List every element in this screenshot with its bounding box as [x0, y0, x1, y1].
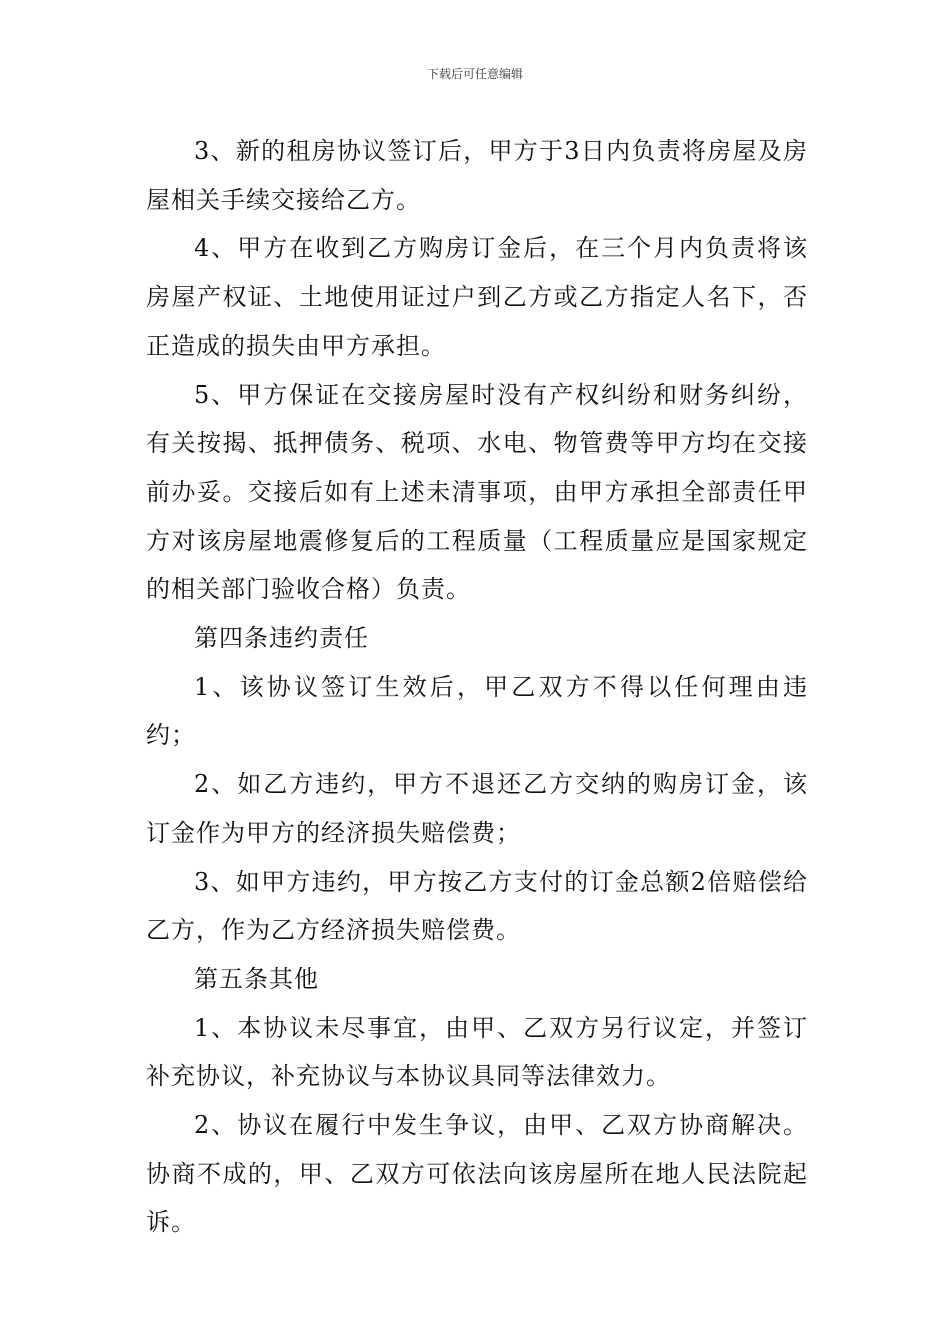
clause-3-5-guarantee: 5、甲方保证在交接房屋时没有产权纠纷和财务纠纷，有关按揭、抵押债务、税项、水电、物管费等甲方均在交接前办妥。交接后如有上述未清事项，由甲方承担全部责任甲方对该房屋地震修复后的工程质量（工程质量应是国家规定的相关部门验收合格）负责。	[146, 380, 808, 604]
clause-4-3: 3、如甲方违约，甲方按乙方支付的订金总额2倍赔偿给乙方，作为乙方经济损失赔偿费。	[146, 867, 808, 945]
clause-4-2: 2、如乙方违约，甲方不退还乙方交纳的购房订金，该订金作为甲方的经济损失赔偿费；	[146, 770, 808, 847]
clause-5-1: 1、本协议未尽事宜，由甲、乙双方另行议定，并签订补充协议，补充协议与本协议具同等法律效力。	[146, 1013, 808, 1091]
clause-4-1: 1、该协议签订生效后，甲乙双方不得以任何理由违约；	[146, 672, 808, 750]
clause-3-4-title-transfer: 4、甲方在收到乙方购房订金后，在三个月内负责将该房屋产权证、土地使用证过户到乙方或乙方指定人名下，否正造成的损失由甲方承担。	[146, 234, 808, 360]
page-header: 下载后可任意编辑	[426, 67, 523, 81]
clause-5-2: 2、协议在履行中发生争议，由甲、乙双方协商解决。协商不成的，甲、乙双方可依法向该房屋所在地人民法院起诉。	[146, 1111, 808, 1237]
clause-3-1-handover: 3、新的租房协议签订后，甲方于3日内负责将房屋及房屋相关手续交接给乙方。	[146, 137, 808, 214]
article-5-heading: 第五条其他	[194, 964, 319, 993]
document-body	[146, 127, 808, 1247]
article-4-heading: 第四条违约责任	[194, 624, 369, 653]
